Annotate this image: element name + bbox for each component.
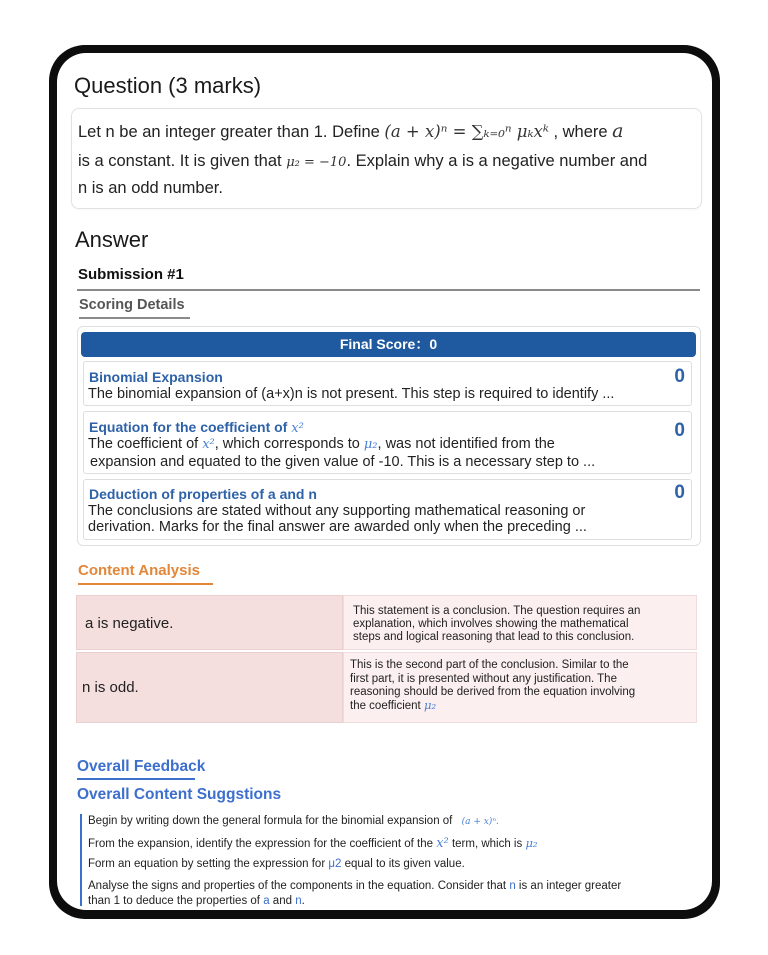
criterion-binomial-expansion[interactable]: Binomial Expansion 0 The binomial expansion of (a+x)n is not present. This step is required to identify ... (83, 361, 692, 406)
criterion-score: 0 (674, 366, 685, 387)
question-line-1: Let n be an integer greater than 1. Define (a + x)ⁿ = ∑ₖ₌₀ⁿ μₖxᵏ , where a (78, 120, 624, 142)
criterion-score: 0 (674, 420, 685, 441)
question-box (71, 108, 702, 209)
suggestions-accent-bar (80, 814, 82, 906)
suggestion-item: From the expansion, identify the expression for the coefficient of the x² term, which is μ₂ (88, 836, 538, 851)
math-binomial-definition: (a + x)ⁿ = ∑ₖ₌₀ⁿ μₖxᵏ (384, 122, 549, 141)
analysis-row (76, 652, 697, 723)
suggestion-item: Analyse the signs and properties of the components in the equation. Consider that n is an integer greater (88, 880, 622, 892)
analysis-claim-cell: a is negative. (76, 595, 343, 650)
overall-feedback-title: Overall Feedback (77, 758, 206, 775)
content-analysis-title: Content Analysis (78, 562, 200, 579)
analysis-row (76, 595, 697, 650)
analysis-comment-cell: This is the second part of the conclusion. Similar to the first part, it is presented without any justification. The reasoning should be derived from the equation involving the coefficient μ₂ (343, 652, 697, 723)
suggestion-item: Form an equation by setting the expression for μ2 equal to its given value. (88, 858, 465, 870)
overall-feedback-underline (77, 778, 195, 780)
answer-title: Answer (75, 227, 149, 252)
question-line-3: n is an odd number. (78, 179, 223, 197)
tab-scoring-details[interactable]: Scoring Details (79, 297, 185, 313)
tablet-frame (49, 45, 720, 919)
submission-divider (77, 289, 700, 291)
analysis-comment-cell: This statement is a conclusion. The question requires an explanation, which involves showing the mathematical steps and logical reasoning that lead to this conclusion. (343, 595, 697, 650)
math-mu2-value: μ₂ = −10 (286, 155, 347, 170)
suggestion-item-continued: than 1 to deduce the properties of a and n. (88, 895, 305, 907)
analysis-claim-cell: n is odd. (76, 652, 343, 723)
criterion-coefficient-equation[interactable]: Equation for the coefficient of x² 0 The coefficient of x², which corresponds to μ₂, was not identified from the expansion and equated to the given value of -10. This is a necessary step to ... (83, 411, 692, 474)
content-suggestions-title: Overall Content Suggstions (77, 786, 282, 803)
content-analysis-underline (78, 583, 213, 585)
final-score-bar: Final Score：0 (81, 332, 696, 357)
criterion-deduction-properties[interactable]: Deduction of properties of a and n 0 The conclusions are stated without any supporting mathematical reasoning or derivation. Marks for the final answer are awarded only when the preceding ... (83, 479, 692, 540)
submission-label: Submission #1 (78, 266, 184, 283)
question-title: Question (3 marks) (74, 73, 262, 98)
tab-underline (79, 317, 190, 319)
tablet-screen (57, 53, 712, 910)
suggestion-item: Begin by writing down the general formula for the binomial expansion of (a + x)ⁿ. (88, 815, 499, 827)
question-line-2: is a constant. It is given that μ₂ = −10. Explain why a is a negative number and (78, 152, 648, 170)
criterion-score: 0 (674, 482, 685, 503)
scoring-panel (77, 326, 701, 546)
